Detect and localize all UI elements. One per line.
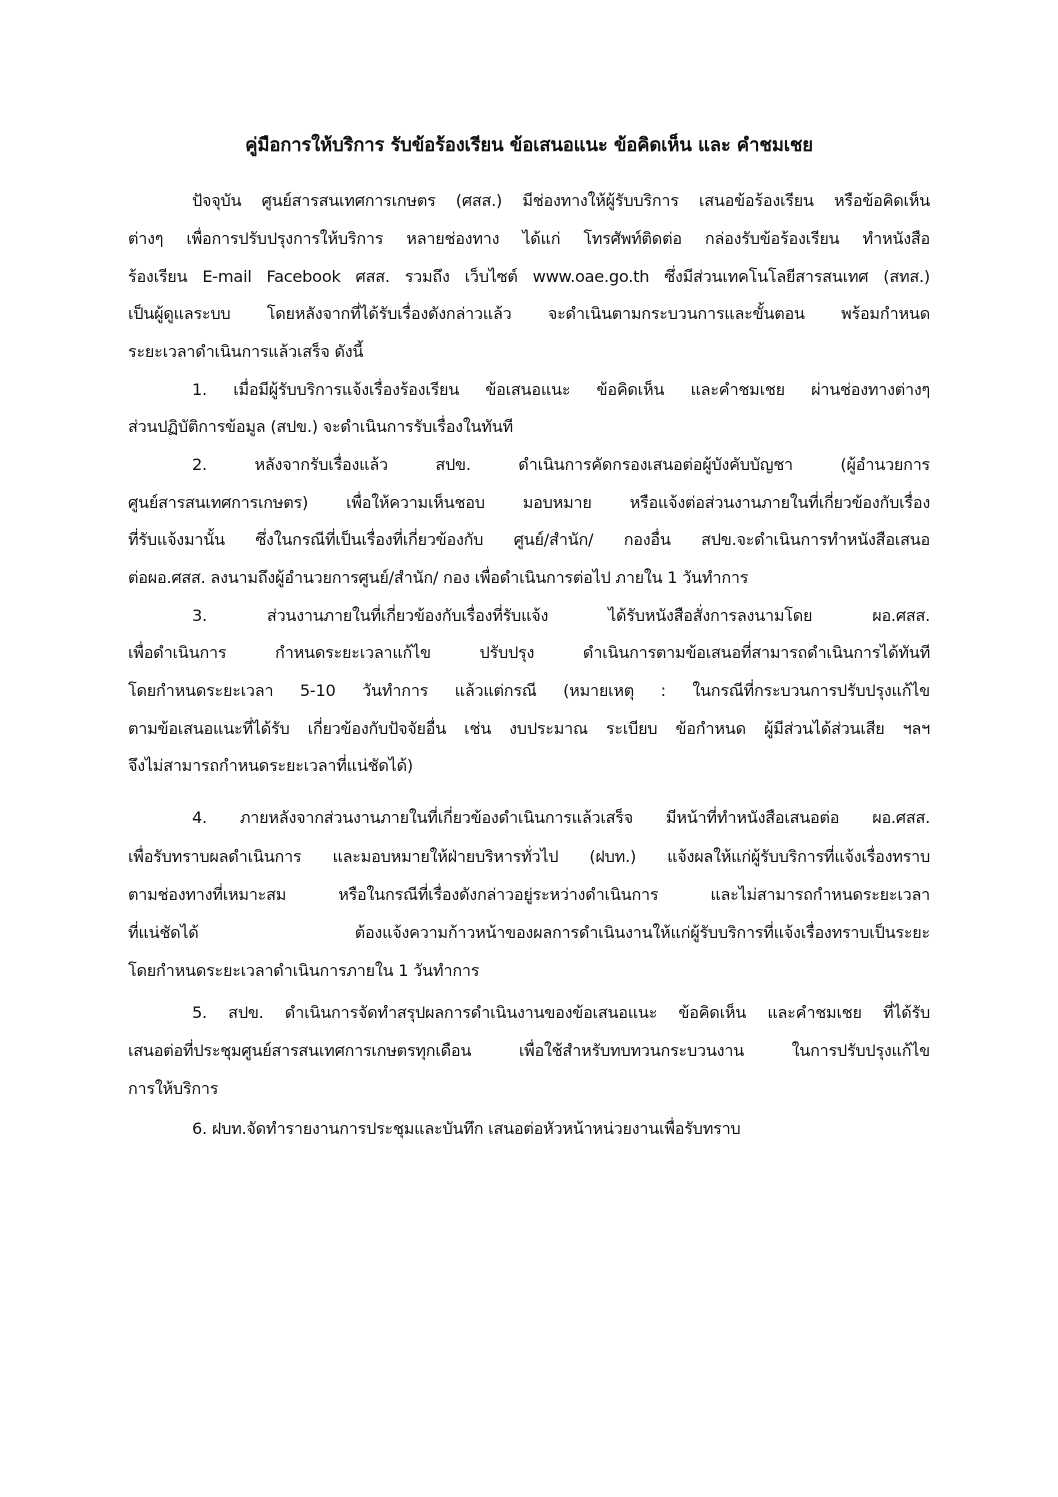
document-title: คู่มือการให้บริการ รับข้อร้องเรียน ข้อเสนอแนะ ข้อคิดเห็น และ คำชมเชย bbox=[245, 135, 813, 156]
intro-line: ปัจจุบัน ศูนย์สารสนเทศการเกษตร (ศสส.) มีช่องทางให้ผู้รับบริการ เสนอข้อร้องเรียน หรือข้อคิดเห็น bbox=[192, 191, 930, 210]
item-line: ต่อผอ.ศสส. ลงนามถึงผู้อำนวยการศูนย์/สำนัก/ กอง เพื่อดำเนินการต่อไป ภายใน 1 วันทำการ bbox=[128, 568, 749, 587]
item-line: 4. ภายหลังจากส่วนงานภายในที่เกี่ยวข้องดำเนินการแล้วเสร็จ มีหน้าที่ทำหนังสือเสนอต่อ ผอ.ศสส. bbox=[192, 808, 930, 827]
intro-line: เป็นผู้ดูแลระบบ โดยหลังจากที่ได้รับเรื่องดังกล่าวแล้ว จะดำเนินตามกระบวนการและขั้นตอน พร้อมกำหนด bbox=[128, 304, 930, 323]
item-line: ตามช่องทางที่เหมาะสม หรือในกรณีที่เรื่องดังกล่าวอยู่ระหว่างดำเนินการ และไม่สามารถกำหนดระยะเวลา bbox=[128, 885, 930, 904]
item-line: โดยกำหนดระยะเวลา 5-10 วันทำการ แล้วแต่กรณี (หมายเหตุ : ในกรณีที่กระบวนการปรับปรุงแก้ไข bbox=[128, 681, 930, 700]
item-line: ที่รับแจ้งมานั้น ซึ่งในกรณีที่เป็นเรื่องที่เกี่ยวข้องกับ ศูนย์/สำนัก/ กองอื่น สปข.จะดำเนินการทำหนังสือเสนอ bbox=[128, 530, 930, 549]
item-line: ส่วนปฏิบัติการข้อมูล (สปข.) จะดำเนินการรับเรื่องในทันที bbox=[128, 417, 513, 436]
item-line: จึงไม่สามารถกำหนดระยะเวลาที่แน่ชัดได้) bbox=[128, 756, 413, 775]
item-line: ที่แน่ชัดได้ ต้องแจ้งความก้าวหน้าของผลการดำเนินงานให้แก่ผู้รับบริการที่แจ้งเรื่องทราบเป็นระยะ bbox=[128, 923, 930, 942]
item-line: การให้บริการ bbox=[128, 1079, 219, 1098]
item-line: ตามข้อเสนอแนะที่ได้รับ เกี่ยวข้องกับปัจจัยอื่น เช่น งบประมาณ ระเบียบ ข้อกำหนด ผู้มีส่วนได้ส่วนเสีย ฯลฯ bbox=[128, 719, 930, 738]
item-line: 2. หลังจากรับเรื่องแล้ว สปข. ดำเนินการคัดกรองเสนอต่อผู้บังคับบัญชา (ผู้อำนวยการ bbox=[192, 455, 930, 474]
item-line: 6. ฝบท.จัดทำรายงานการประชุมและบันทึก เสนอต่อหัวหน้าหน่วยงานเพื่อรับทราบ bbox=[192, 1119, 741, 1138]
item-line: ศูนย์สารสนเทศการเกษตร) เพื่อให้ความเห็นชอบ มอบหมาย หรือแจ้งต่อส่วนงานภายในที่เกี่ยวข้องกับเรื่อง bbox=[128, 493, 930, 512]
item-line: โดยกำหนดระยะเวลาดำเนินการภายใน 1 วันทำการ bbox=[128, 961, 480, 980]
intro-line: ร้องเรียน E-mail Facebook ศสส. รวมถึง เว็บไซต์ www.oae.go.th ซึ่งมีส่วนเทคโนโลยีสารสนเทศ (สทส.) bbox=[128, 267, 930, 286]
item-line: 5. สปข. ดำเนินการจัดทำสรุปผลการดำเนินงานของข้อเสนอแนะ ข้อคิดเห็น และคำชมเชย ที่ได้รับ bbox=[192, 1003, 930, 1022]
item-line: 1. เมื่อมีผู้รับบริการแจ้งเรื่องร้องเรียน ข้อเสนอแนะ ข้อคิดเห็น และคำชมเชย ผ่านช่องทางต่างๆ bbox=[192, 380, 930, 399]
item-line: เพื่อรับทราบผลดำเนินการ และมอบหมายให้ฝ่ายบริหารทั่วไป (ฝบท.) แจ้งผลให้แก่ผู้รับบริการที่แจ้งเรื่องทราบ bbox=[128, 847, 930, 866]
item-line: เพื่อดำเนินการ กำหนดระยะเวลาแก้ไข ปรับปรุง ดำเนินการตามข้อเสนอที่สามารถดำเนินการได้ทันที bbox=[128, 643, 930, 662]
item-line: 3. ส่วนงานภายในที่เกี่ยวข้องกับเรื่องที่รับแจ้ง ได้รับหนังสือสั่งการลงนามโดย ผอ.ศสส. bbox=[192, 606, 930, 625]
intro-line: ระยะเวลาดำเนินการแล้วเสร็จ ดังนี้ bbox=[128, 342, 364, 361]
intro-line: ต่างๆ เพื่อการปรับปรุงการให้บริการ หลายช่องทาง ได้แก่ โทรศัพท์ติดต่อ กล่องรับข้อร้องเรียน ทำหนังสือ bbox=[128, 229, 930, 248]
item-line: เสนอต่อที่ประชุมศูนย์สารสนเทศการเกษตรทุกเดือน เพื่อใช้สำหรับทบทวนกระบวนงาน ในการปรับปรุงแก้ไข bbox=[128, 1041, 930, 1060]
